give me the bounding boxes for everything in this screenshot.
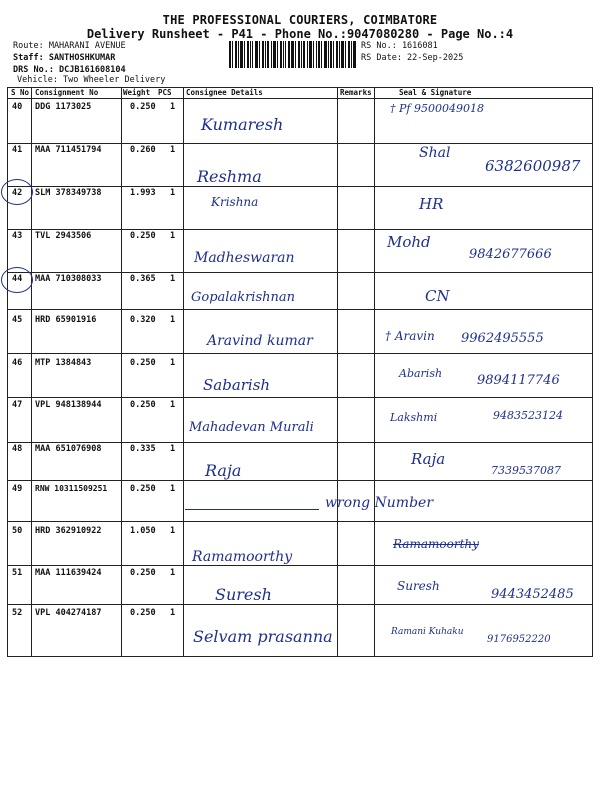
handwritten-signature: Mohd [387,233,431,251]
handwritten-signature: Ramamoorthy [393,537,479,551]
barcode [229,41,356,68]
handwritten-signature: Lakshmi [390,411,438,424]
staff-label: Staff: SANTHOSHKUMAR [13,53,116,63]
vehicle-label: Vehicle: Two Wheeler Delivery [17,75,166,85]
handwritten-name: Ramamoorthy [192,549,293,565]
handwritten-phone: 9443452485 [491,587,574,602]
col-weight: Weight [123,88,151,97]
runsheet-title: Delivery Runsheet - P41 - Phone No.:9047080280 - Page No.:4 [86,27,514,41]
handwritten-signature: Abarish [399,367,443,380]
handwritten-phone: 9894117746 [477,373,560,388]
handwritten-name: Suresh [215,585,272,604]
handwritten-signature: Shal [419,145,451,161]
handwritten-name: Raja [205,461,242,480]
runsheet-table: S No Consignment No Weight PCS Consignee Details Remarks Seal & Signature 40 DDG 1173025 0.250 1 41 MAA 711451794 0.260 1 42 SLM 378349738 1.993 1 43 TVL 2943506 0.250 1 44 MAA 710308033 0.365 1 45 HRD 65901916 0.320 1 46 MTP 1384843 0.250 1 47 VPL 948138944 0.250 1 48 MAA 651076908 0.335 1 49 RNW 10311509251 0.250 1 50 HRD 362910922 1.050 1 51 MAA 111639424 0.250 1 52 VPL 404274187 0.250 1 Kumaresh † Pf 9500049018 Reshma Shal 6382600987 Krishna HR Madheswaran Mohd 9842677666 Gopalakrishnan CN Aravind kumar † Aravin 9962495555 Sabarish Abarish 9894117746 Mahadevan Murali Lakshmi 9483523124 Raja Raja 7339537087 wrong Number Ramamoorthy Ramamoorthy Suresh Suresh 9443452485 Selvam prasanna Ramani Kuhaku 9176952220 [7,87,593,657]
handwritten-name: Madheswaran [194,250,295,266]
handwritten-phone: 9842677666 [469,247,552,262]
handwritten-phone: 7339537087 [491,464,561,477]
handwritten-signature: † Aravin [385,329,435,343]
handwritten-name: Gopalakrishnan [191,290,295,305]
col-seal: Seal & Signature [399,88,472,97]
wrong-number-line [185,509,319,510]
handwritten-phone: 9176952220 [487,634,551,645]
handwritten-name: Selvam prasanna [193,627,333,646]
col-pcs: PCS [158,88,172,97]
rs-date-label: RS Date: 22-Sep-2025 [361,53,464,63]
row-42-circle-mark [1,179,33,205]
col-remarks: Remarks [340,88,372,97]
col-consignment: Consignment No [35,88,99,97]
handwritten-signature: Raja [411,450,446,468]
handwritten-phone: 6382600987 [485,157,581,175]
handwritten-name: Mahadevan Murali [189,420,314,435]
handwritten-name: Krishna [211,195,259,209]
company-name: THE PROFESSIONAL COURIERS, COIMBATORE [162,13,438,27]
row-44-circle-mark [1,267,33,293]
route-label: Route: MAHARANI AVENUE [13,41,126,51]
handwritten-signature: Suresh [397,579,440,593]
handwritten-signature: † Pf 9500049018 [390,102,484,115]
handwritten-signature: HR [419,195,444,213]
handwritten-phone: 9962495555 [461,331,544,346]
handwritten-remark: wrong Number [325,495,434,511]
handwritten-name: Reshma [197,167,262,186]
drs-label: DRS No.: DCJB161608104 [13,65,126,75]
handwritten-name: Sabarish [203,376,271,394]
rs-no-label: RS No.: 1616081 [361,41,438,51]
col-sno: S No [11,88,30,97]
handwritten-signature: CN [425,287,450,305]
col-consignee: Consignee Details [186,88,263,97]
handwritten-phone: 9483523124 [493,409,563,422]
handwritten-signature: Ramani Kuhaku [391,627,464,637]
handwritten-name: Aravind kumar [207,333,313,349]
handwritten-name: Kumaresh [201,115,284,134]
